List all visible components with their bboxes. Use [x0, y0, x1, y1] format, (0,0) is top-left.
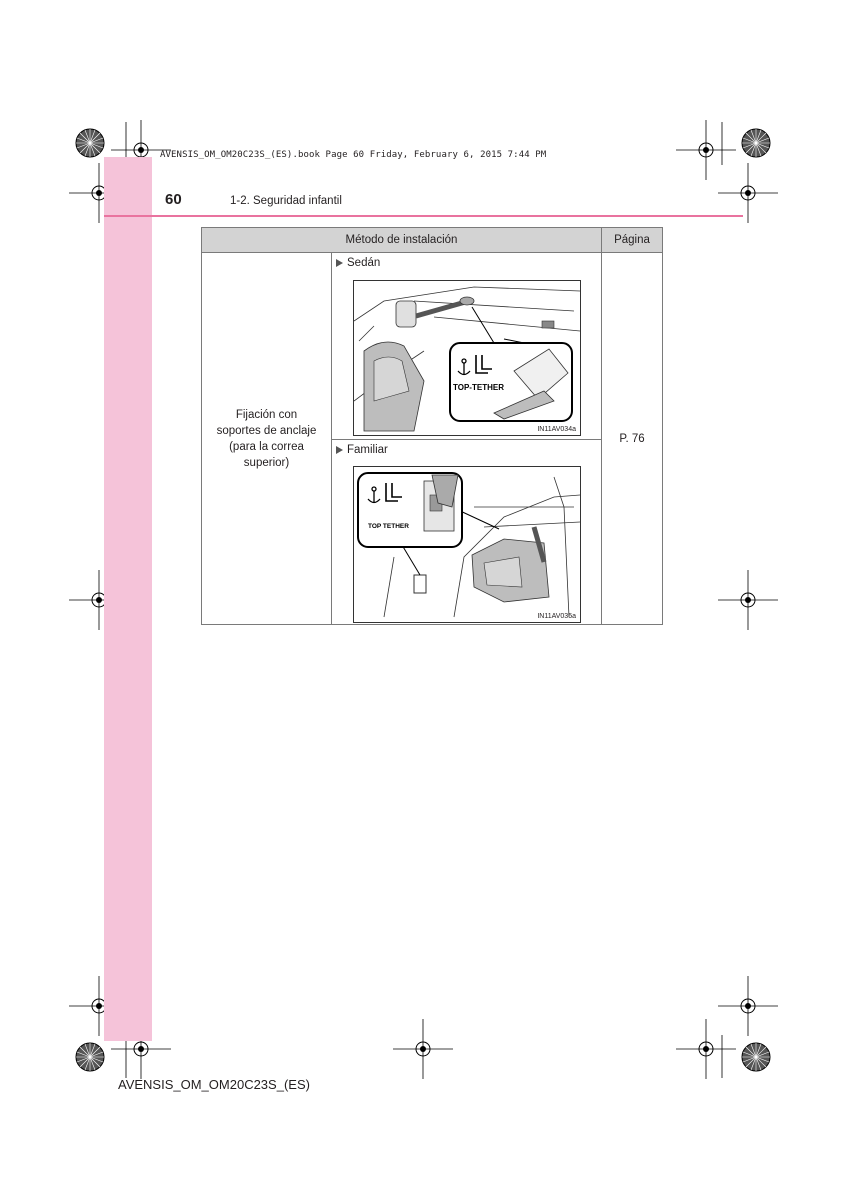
tether-label: TOP-TETHER	[453, 383, 504, 392]
table-row	[202, 253, 663, 440]
sedan-illustration	[354, 281, 580, 435]
installation-table	[201, 227, 663, 625]
variant-label: Familiar	[336, 444, 388, 456]
column-header-page: Página	[602, 228, 663, 253]
variant-label: Sedán	[336, 257, 380, 269]
method-line: (para la correa	[229, 440, 304, 453]
section-title: 1-2. Seguridad infantil	[230, 195, 342, 207]
table-header-row	[202, 228, 663, 253]
book-info-line: AVENSIS_OM_OM20C23S_(ES).book Page 60 Friday, February 6, 2015 7:44 PM	[160, 150, 547, 160]
method-cell	[202, 253, 332, 625]
column-header-method: Método de instalación	[202, 228, 602, 253]
variant-cell-familiar	[332, 440, 602, 625]
method-line: Fijación con	[235, 408, 298, 421]
header-rule	[104, 215, 743, 217]
page-cell: P. 76	[602, 253, 663, 625]
variant-cell-sedan	[332, 253, 602, 440]
footer-book-code: AVENSIS_OM_OM20C23S_(ES)	[118, 1077, 310, 1092]
figure-code: IN11AV034a	[537, 426, 576, 433]
figure-familiar	[353, 466, 581, 623]
familiar-illustration	[354, 467, 580, 622]
play-triangle-icon	[336, 259, 343, 267]
method-line: superior)	[243, 456, 290, 469]
figure-sedan	[353, 280, 581, 436]
page-number: 60	[165, 191, 182, 208]
figure-code: IN11AV035a	[537, 613, 576, 620]
tether-label: TOP TETHER	[368, 523, 409, 530]
side-band	[104, 157, 152, 1041]
play-triangle-icon	[336, 446, 343, 454]
method-line: soportes de anclaje	[216, 424, 317, 437]
